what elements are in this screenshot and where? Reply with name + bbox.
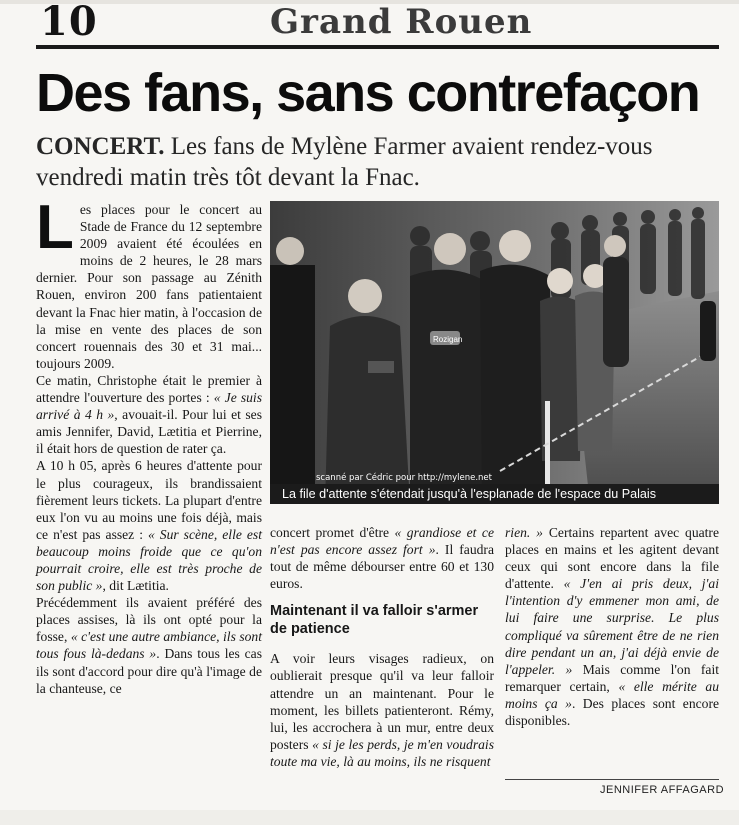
column-1 bbox=[36, 193, 262, 697]
paragraph-6 bbox=[270, 650, 494, 770]
quote-merite: « elle mérite au moins ça » bbox=[505, 678, 719, 711]
paragraph-7-text-end: . Des places sont encore disponibles. bbox=[505, 695, 720, 729]
queue-photo bbox=[270, 201, 719, 504]
quote-laetitia: « Sur scène, elle est beaucoup moins froide que ce qu'on pourrait croire, elle est très proche de son public » bbox=[36, 526, 262, 594]
scan-bottom-edge bbox=[0, 810, 739, 825]
header-rule bbox=[36, 45, 719, 49]
quote-christophe: « Je suis arrivé à 4 h » bbox=[36, 390, 262, 423]
paragraph-3-text: A 10 h 05, après 6 heures d'attente pour le plus courageux, ils brandissaient fièrement leurs tickets. La plupart d'entre eux l'on vu au moins une fois déjà, mais ce n'est pas assez : bbox=[36, 458, 262, 542]
byline: JENNIFER AFFAGARD bbox=[600, 784, 725, 796]
paragraph-2 bbox=[36, 372, 262, 457]
standfirst-text: Les fans de Mylène Farmer avaient rendez-vous vendredi matin très tôt devant la Fnac. bbox=[36, 133, 653, 191]
standfirst bbox=[36, 131, 726, 193]
quote-remy: « si je les perds, je m'en voudrais toute ma vie, là au moins, ils ne risquent bbox=[270, 736, 494, 769]
byline-rule bbox=[505, 779, 719, 780]
kicker: CONCERT. bbox=[36, 133, 165, 160]
paragraph-7-text: Certains repartent avec quatre places en mains et les agitent devant ceux qui sont encore dans la file d'attente. bbox=[505, 525, 719, 592]
paragraph-7-text-mid: Mais comme l'on fait remarquer certain, bbox=[505, 661, 719, 694]
column-3 bbox=[505, 524, 719, 729]
paragraph-4-text: Précédemment ils avaient préféré des places assises, là ils ont opté pour la fosse, bbox=[36, 595, 262, 645]
paragraph-1 bbox=[36, 193, 262, 372]
paragraph-3-text-end: , dit Lætitia. bbox=[102, 578, 169, 594]
paragraph-7 bbox=[505, 524, 719, 729]
paragraph-4-text-end: . Dans tous les cas ils sont d'accord pour dire qu'à l'image de la chanteuse, ce bbox=[36, 646, 262, 696]
jacket-patch-text: Rozigan bbox=[433, 335, 463, 344]
quote-surprise: « J'en ai pris deux, j'ai l'intention d'y emmener mon ami, de lui faire une surprise. Le plus compliqué va sûrement être de ne rien dire pendant un an, j'ai déjà envie de l'appeler. » bbox=[505, 576, 719, 677]
paragraph-2-text-end: , avouait-il. Pour lui et ses amis Jennifer, David, Lætitia et Pierrine, il était hors de question de rater ça. bbox=[36, 407, 262, 457]
headline: Des fans, sans contrefaçon bbox=[36, 63, 700, 123]
intertitle: Maintenant il va falloir s'armer de patience bbox=[270, 603, 479, 638]
drop-cap: L bbox=[36, 193, 74, 262]
photo-caption: La file d'attente s'étendait jusqu'à l'esplanade de l'espace du Palais bbox=[282, 487, 657, 501]
paragraph-5-text: concert promet d'être bbox=[270, 525, 395, 540]
column-2 bbox=[270, 524, 494, 770]
page-number: 10 bbox=[40, 0, 98, 45]
photo-credit: scanné par Cédric pour http://mylene.net bbox=[316, 473, 492, 483]
quote-grandiose: « grandiose et ce n'est pas encore assez fort » bbox=[270, 525, 494, 558]
paragraph-2-text: Ce matin, Christophe était le premier à attendre l'ouverture des portes : bbox=[36, 372, 262, 406]
paragraph-4 bbox=[36, 594, 262, 697]
paragraph-3 bbox=[36, 457, 262, 594]
paragraph-1-text: es places pour le concert au Stade de France du 12 septembre 2009 avaient été écoulées en moins de 2 heures, le 28 mars dernier. Pour son passage au Zénith Rouen, environ 200 fans patientaient devant la Fnac hier matin, à l'occasion de la mise en vente des places de son concert rouennais des 30 et 31 mai... toujours 2009. bbox=[36, 202, 262, 371]
paragraph-6-text: A voir leurs visages radieux, on oublierait presque qu'il va leur falloir attendre un an maintenant. Pour le moment, les billets patienteront. Rémy, lui, les accrochera à un mur, entre deux posters bbox=[270, 651, 494, 752]
photo-illustration bbox=[270, 201, 719, 504]
quote-fosse: « c'est une autre ambiance, ils sont tous fous là-dedans » bbox=[36, 629, 262, 662]
paragraph-5-text-end: . Il faudra tout de même débourser entre 60 et 130 euros. bbox=[270, 542, 494, 592]
paragraph-5 bbox=[270, 524, 494, 592]
section-title: Grand Rouen bbox=[270, 2, 533, 42]
quote-remy-end: rien. » bbox=[505, 525, 543, 540]
